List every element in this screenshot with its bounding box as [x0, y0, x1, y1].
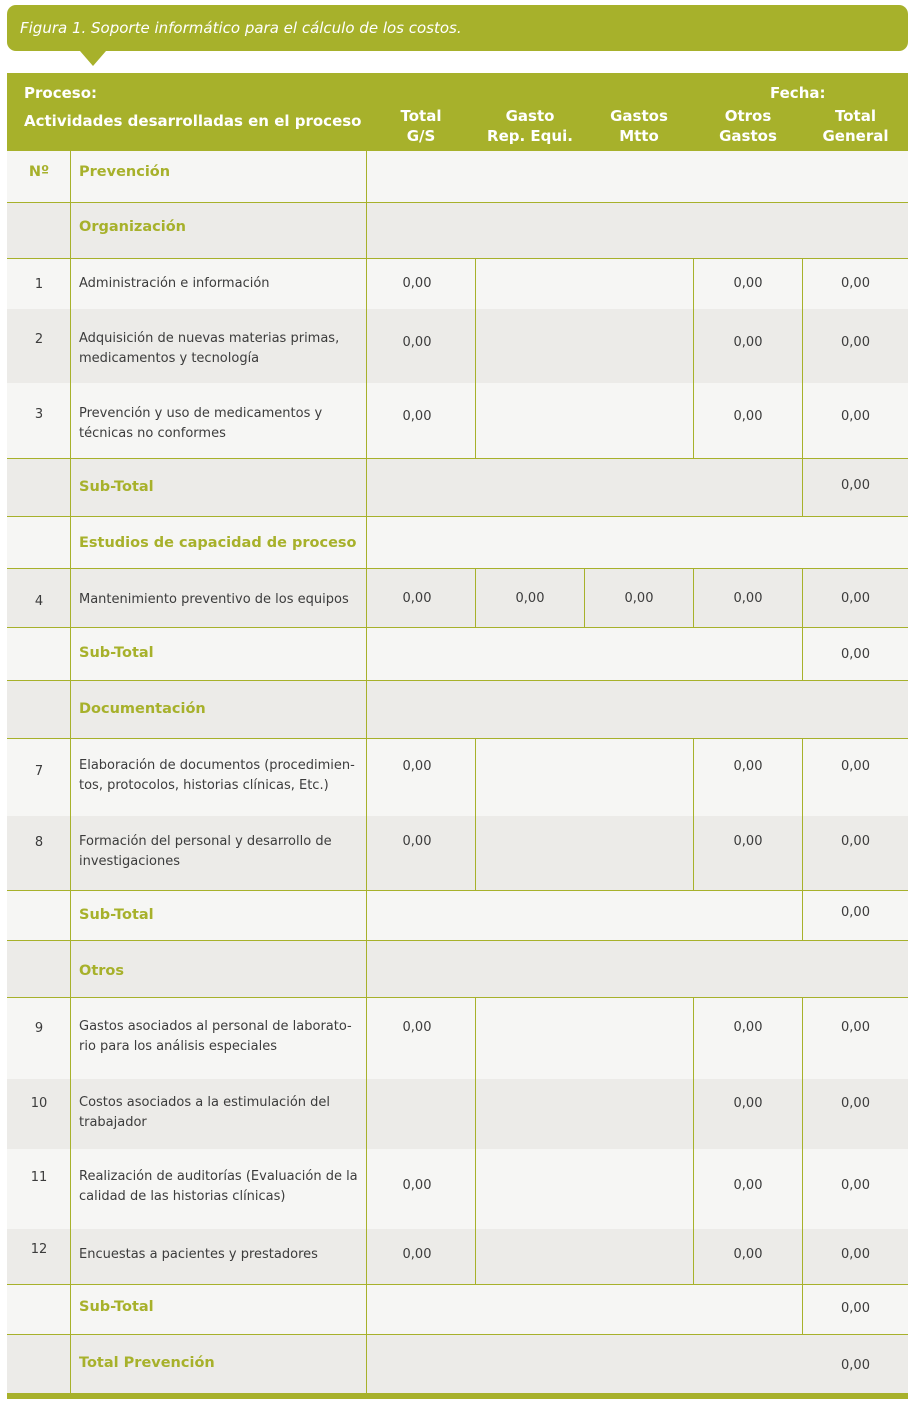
table-row-subtotal: [7, 1285, 908, 1335]
col-gasto-rep-line1: Gasto: [505, 107, 555, 125]
table-row-total: [7, 1335, 908, 1393]
row-number: 12: [30, 1242, 48, 1257]
total-prevencion-value: 0,00: [841, 1358, 870, 1373]
actividades-label: Actividades desarrolladas en el proceso: [24, 112, 362, 130]
col-total-gs-line1: Total: [400, 107, 442, 125]
value-otros: 0,00: [733, 335, 763, 350]
value-total-gs: 0,00: [402, 834, 432, 849]
table-row: [7, 309, 908, 383]
table-row-estudios: [7, 517, 908, 569]
row-description: Prevención y uso de medicamentos y técnicas no conformes: [79, 406, 323, 441]
value-total-gs: 0,00: [402, 591, 432, 606]
value-total: 0,00: [841, 1178, 870, 1193]
value-total-gs: 0,00: [402, 409, 432, 424]
col-total-general-line1: Total: [835, 107, 876, 125]
table-header: [7, 73, 908, 151]
table-row: [7, 259, 908, 309]
table-row: [7, 739, 908, 816]
col-total-gs: [367, 106, 475, 146]
subtotal-value: 0,00: [841, 1301, 870, 1316]
value-total-gs: 0,00: [402, 1247, 432, 1262]
subtotal-label: Sub-Total: [79, 645, 154, 661]
table-row: [7, 998, 908, 1079]
figure-caption: [7, 5, 908, 51]
value-total-gs: 0,00: [402, 759, 432, 774]
row-description: Gastos asociados al personal de laborato-rio para los análisis especiales: [79, 1019, 352, 1054]
col-total-gs-line2: G/S: [406, 127, 436, 145]
subtotal-label: Sub-Total: [79, 1299, 154, 1315]
value-total: 0,00: [841, 409, 870, 424]
subtotal-value: 0,00: [841, 647, 870, 662]
value-total: 0,00: [841, 335, 870, 350]
row-number: 2: [34, 332, 44, 347]
value-otros: 0,00: [733, 409, 763, 424]
fecha-label: Fecha:: [770, 84, 826, 102]
value-total: 0,00: [841, 591, 870, 606]
cost-table: [7, 73, 908, 1399]
section-estudios: Estudios de capacidad de proceso: [79, 535, 357, 551]
col-otros-line2: Gastos: [719, 127, 777, 145]
table-row-subtotal: [7, 628, 908, 681]
row-number: 10: [30, 1096, 48, 1111]
section-prevencion: Prevención: [79, 164, 171, 180]
caption-text: Figura 1. Soporte informático para el cálculo de los costos.: [20, 19, 462, 37]
col-gastos-mtto-line1: Gastos: [610, 107, 668, 125]
section-documentacion: Documentación: [79, 701, 206, 717]
table-row-subtotal: [7, 459, 908, 517]
value-otros: 0,00: [733, 1096, 763, 1111]
value-total-gs: 0,00: [402, 276, 432, 291]
value-total: 0,00: [841, 1247, 870, 1262]
row-number: 3: [34, 407, 44, 422]
value-total-gs: 0,00: [402, 1020, 432, 1035]
value-otros: 0,00: [733, 1020, 763, 1035]
row-number: 9: [34, 1021, 44, 1036]
table-row: [7, 816, 908, 891]
subtotal-label: Sub-Total: [79, 479, 154, 495]
row-description: Realización de auditorías (Evaluación de la calidad de las historias clínicas): [79, 1169, 358, 1204]
row-description: Costos asociados a la estimulación del trabajador: [79, 1095, 331, 1130]
value-total-gs: 0,00: [402, 1178, 432, 1193]
value-total: 0,00: [841, 1020, 870, 1035]
table-row-organizacion: [7, 203, 908, 259]
table-row: [7, 383, 908, 459]
value-total: 0,00: [841, 759, 870, 774]
row-description: Elaboración de documentos (procedimien-tos, protocolos, historias clínicas, Etc.): [79, 758, 355, 793]
row-description: Encuestas a pacientes y prestadores: [79, 1247, 318, 1262]
col-gastos-mtto: [585, 106, 693, 146]
value-otros: 0,00: [733, 276, 763, 291]
row-description: Adquisición de nuevas materias primas, medicamentos y tecnología: [79, 331, 340, 366]
table-row: [7, 1229, 908, 1285]
table-bottom-bar: [7, 1393, 908, 1399]
row-number: 8: [34, 835, 44, 850]
table-row-prevencion: [7, 151, 908, 203]
value-total-gs: 0,00: [402, 335, 432, 350]
table-row-documentacion: [7, 681, 908, 739]
col-total-general-line2: General: [822, 127, 889, 145]
value-gastos-mtto: 0,00: [624, 591, 654, 606]
value-total: 0,00: [841, 276, 870, 291]
row-number: 1: [34, 277, 44, 292]
section-organizacion: Organización: [79, 219, 187, 235]
row-number: 11: [30, 1170, 48, 1185]
row-description: Mantenimiento preventivo de los equipos: [79, 592, 349, 607]
value-otros: 0,00: [733, 1178, 763, 1193]
value-otros: 0,00: [733, 759, 763, 774]
col-otros-gastos: [694, 106, 802, 146]
col-gastos-mtto-line2: Mtto: [619, 127, 659, 145]
value-otros: 0,00: [733, 1247, 763, 1262]
table-row: [7, 1149, 908, 1229]
table-row-otros: [7, 941, 908, 998]
col-gasto-rep: [476, 106, 584, 146]
table-row-subtotal: [7, 891, 908, 941]
proceso-label: Proceso:: [24, 84, 97, 102]
value-gasto-rep: 0,00: [515, 591, 545, 606]
value-otros: 0,00: [733, 834, 763, 849]
caption-pointer: [80, 51, 106, 66]
subtotal-value: 0,00: [841, 478, 870, 493]
subtotal-label: Sub-Total: [79, 907, 154, 923]
col-gasto-rep-line2: Rep. Equi.: [487, 127, 573, 145]
value-total: 0,00: [841, 834, 870, 849]
col-total-general: [803, 106, 908, 146]
value-otros: 0,00: [733, 591, 763, 606]
row-description: Formación del personal y desarrollo de investigaciones: [79, 834, 332, 869]
row-number: 4: [34, 594, 44, 609]
row-description: Administración e información: [79, 276, 270, 291]
section-otros: Otros: [79, 963, 125, 979]
table-row: [7, 569, 908, 628]
col-otros-line1: Otros: [724, 107, 772, 125]
row-number: 7: [34, 764, 44, 779]
total-prevencion-label: Total Prevención: [79, 1355, 215, 1371]
col-no-header: Nº: [28, 164, 50, 180]
value-total: 0,00: [841, 1096, 870, 1111]
table-row: [7, 1079, 908, 1149]
subtotal-value: 0,00: [841, 905, 870, 920]
